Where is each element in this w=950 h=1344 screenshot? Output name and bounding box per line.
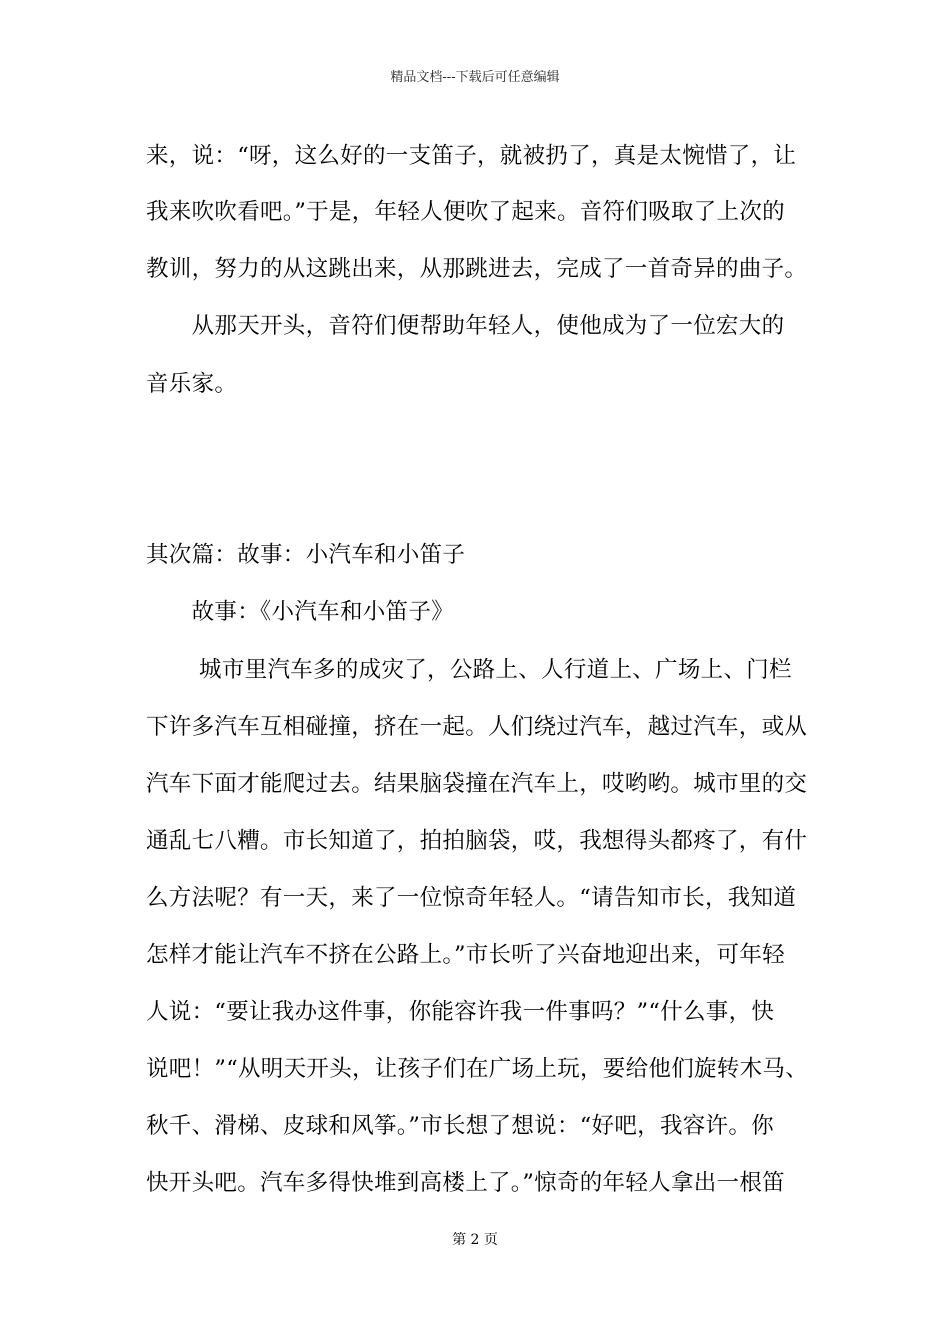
body-line-4: 从那天开头，音符们便帮助年轻人，使他成为了一位宏大的 xyxy=(146,313,785,339)
body-line-3: 教训，努力的从这跳出来，从那跳进去，完成了一首奇异的曲子。 xyxy=(146,256,808,282)
body-line-2: 我来吹吹看吧。”于是，年轻人便吹了起来。音符们吸取了上次的 xyxy=(146,199,785,225)
story-title: 故事：《小汽车和小笛子》 xyxy=(146,599,454,625)
body-line-9: 下许多汽车互相碰撞，挤在一起。人们绕过汽车，越过汽车，或从 xyxy=(146,714,808,740)
body-line-1: 来，说：“呀，这么好的一支笛子，就被扔了，真是太惋惜了，让 xyxy=(146,143,797,169)
body-line-5: 音乐家。 xyxy=(146,371,238,397)
body-line-13: 怎样才能让汽车不挤在公路上。”市长听了兴奋地迎出来，可年轻 xyxy=(146,942,785,968)
body-line-16: 秋千、滑梯、皮球和风筝。”市长想了想说：“好吧，我容许。你 xyxy=(146,1113,774,1139)
body-line-11: 通乱七八糟。市长知道了，拍拍脑袋，哎，我想得头都疼了，有什 xyxy=(146,828,808,854)
body-line-10: 汽车下面才能爬过去。结果脑袋撞在汽车上，哎哟哟。城市里的交 xyxy=(146,771,808,797)
body-line-17: 快开头吧。汽车多得快堆到高楼上了。”惊奇的年轻人拿出一根笛 xyxy=(146,1170,785,1196)
page-number: 第 2 页 xyxy=(452,1232,498,1248)
body-line-8: 城市里汽车多的成灾了，公路上、人行道上、广场上、门栏 xyxy=(146,657,792,683)
body-line-14: 人说：“要让我办这件事，你能容许我一件事吗？”“什么事，快 xyxy=(146,999,775,1025)
section-heading: 其次篇：故事：小汽车和小笛子 xyxy=(146,542,466,568)
body-line-12: 么方法呢？有一天，来了一位惊奇年轻人。“请告知市长，我知道 xyxy=(146,885,797,911)
page-header: 精品文档---下载后可任意编辑 xyxy=(390,70,560,85)
body-line-15: 说吧！”“从明天开头，让孩子们在广场上玩，要给他们旋转木马、 xyxy=(146,1056,809,1082)
